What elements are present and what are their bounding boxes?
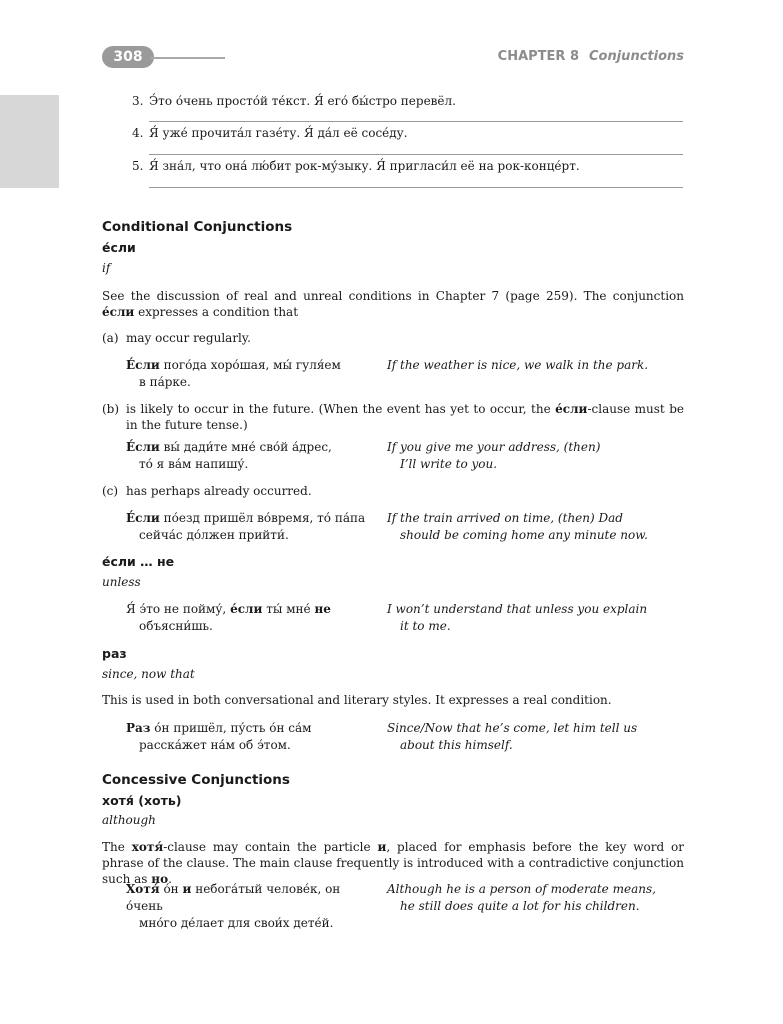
- paragraph-raz-intro: This is used in both conversational and literary styles. It expresses a real condition.: [102, 693, 612, 707]
- gloss-esli: if: [102, 261, 111, 275]
- example-en: If you give me your address, (then) I’ll write to you.: [387, 440, 601, 471]
- case-a: (a) may occur regularly.: [102, 331, 251, 345]
- term-khotya: хотя́ (хоть): [102, 793, 182, 808]
- page-number: 308: [102, 46, 154, 68]
- chapter-title: Conjunctions: [589, 49, 684, 64]
- example-ru: Хотя́ о́н и небога́тый челове́к, он о́чень мно́го де́лает для свои́х дете́й.: [126, 882, 341, 930]
- example-ru: Е́сли пого́да хоро́шая, мы́ гуля́ем в па́рке.: [126, 358, 341, 389]
- example-en: I won’t understand that unless you explain it to me.: [387, 602, 648, 633]
- answer-line: [149, 154, 683, 155]
- gloss-raz: since, now that: [102, 667, 195, 681]
- section-heading-concessive: Concessive Conjunctions: [102, 772, 290, 788]
- exercise-item: 4. Я́ уже́ прочита́л газе́ту. Я́ да́л её сосе́ду.: [132, 126, 408, 140]
- paragraph-esli-intro: See the discussion of real and unreal conditions in Chapter 7 (page 259). The conjunction е́сли expresses a condition that: [102, 289, 684, 319]
- header-rule: [150, 57, 225, 59]
- exercise-item: 5. Я́ зна́л, что она́ лю́бит рок-му́зыку. Я́ пригласи́л её на рок-конце́рт.: [132, 159, 580, 173]
- example-ru: Раз о́н пришёл, пу́сть о́н са́м расска́жет на́м об э́том.: [126, 721, 312, 752]
- gloss-esli-ne: unless: [102, 575, 141, 589]
- example-en: If the weather is nice, we walk in the park.: [387, 358, 649, 372]
- example-en: Although he is a person of moderate means, he still does quite a lot for his children.: [387, 882, 656, 913]
- exercise-item: 3. Э́то о́чень просто́й те́кст. Я́ его́ бы́стро перевёл.: [132, 94, 456, 108]
- term-esli-ne: е́сли … не: [102, 554, 175, 569]
- gloss-khotya: although: [102, 813, 156, 827]
- term-raz: раз: [102, 646, 127, 661]
- chapter-label: CHAPTER 8: [497, 49, 579, 64]
- answer-line: [149, 121, 683, 122]
- example-ru: Е́сли по́езд пришёл во́время, то́ па́па сейча́с до́лжен прийти́.: [126, 511, 366, 542]
- example-en: Since/Now that he’s come, let him tell us about this himself.: [387, 721, 638, 752]
- paragraph-khotya-intro: The хотя́-clause may contain the particle и, placed for emphasis before the key word or phrase of the clause. The main clause frequently is introduced with a contradictive conjunction such as но.: [102, 840, 684, 886]
- example-ru: Я́ э́то не пойму́, е́сли ты́ мне́ не объясни́шь.: [126, 602, 331, 633]
- case-b: (b) is likely to occur in the future. (When the event has yet to occur, the е́сли-clause must be in the future tense.): [102, 402, 684, 432]
- side-thumb-tab: [0, 95, 59, 188]
- answer-line: [149, 187, 683, 188]
- case-c: (c) has perhaps already occurred.: [102, 484, 312, 498]
- running-header: [498, 49, 684, 64]
- term-esli: е́сли: [102, 240, 136, 255]
- example-ru: Е́сли вы́ дади́те мне́ сво́й а́дрес, то́ я ва́м напишу́.: [126, 440, 332, 471]
- section-heading-conditional: Conditional Conjunctions: [102, 219, 293, 235]
- example-en: If the train arrived on time, (then) Dad should be coming home any minute now.: [387, 511, 648, 542]
